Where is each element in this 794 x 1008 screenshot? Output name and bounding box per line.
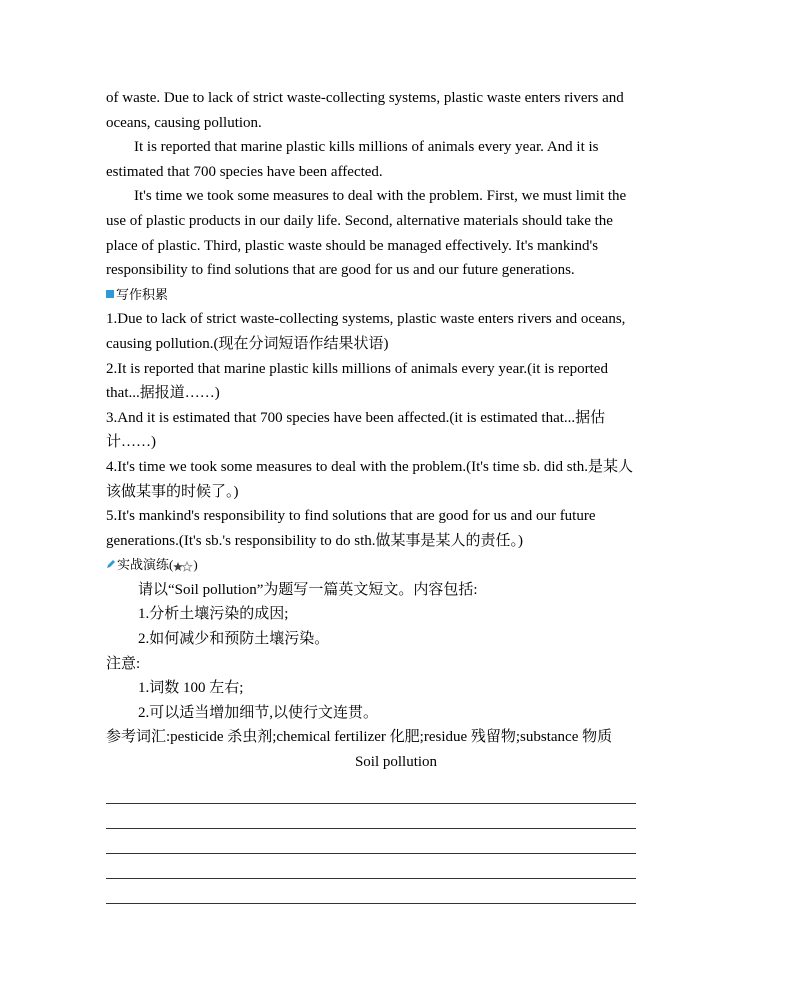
vocab-line: 参考词汇:pesticide 杀虫剂;chemical fertilizer 化肥;residue 残留物;substance 物质: [106, 729, 613, 746]
writing-line[interactable]: [106, 829, 636, 854]
accumulation-line: generations.(It's sb.'s responsibility to do sth.做某事是某人的责任。): [106, 532, 524, 549]
accumulation-line: 2.It is reported that marine plastic kills millions of animals every year.(it is reported: [106, 360, 608, 377]
accumulation-line: causing pollution.(现在分词短语作结果状语): [106, 335, 389, 352]
note-label: 注意:: [106, 655, 141, 672]
accumulation-line: 3.And it is estimated that 700 species have been affected.(it is estimated that...据估: [106, 409, 606, 426]
practice-heading: [106, 553, 686, 578]
accumulation-heading-text: 写作积累: [116, 286, 169, 302]
square-bullet-icon: [106, 290, 114, 298]
accumulation-line: 5.It's mankind's responsibility to find solutions that are good for us and our future: [106, 508, 596, 525]
essay-title: Soil pollution: [354, 754, 438, 771]
accumulation-line: 该做某事的时候了。): [106, 483, 239, 500]
instruction-line: 请以“Soil pollution”为题写一篇英文短文。内容包括:: [138, 581, 478, 598]
pencil-icon: [106, 559, 116, 569]
passage-line: oceans, causing pollution.: [106, 114, 262, 131]
passage-line: responsibility to find solutions that are good for us and our future generations.: [106, 262, 575, 279]
passage-line: of waste. Due to lack of strict waste-collecting systems, plastic waste enters rivers and: [106, 90, 624, 106]
writing-line[interactable]: [106, 804, 636, 829]
passage-line: It's time we took some measures to deal with the problem. First, we must limit the: [134, 188, 627, 205]
writing-line[interactable]: [106, 854, 636, 879]
accumulation-line: that...据报道……): [106, 385, 220, 402]
two-stars-icon: [173, 561, 193, 573]
note-line: 2.可以适当增加细节,以使行文连贯。: [138, 704, 379, 721]
writing-line[interactable]: [106, 879, 636, 904]
accumulation-line: 4.It's time we took some measures to deal with the problem.(It's time sb. did sth.是某人: [106, 458, 633, 475]
practice-heading-text: 实战演练(: [117, 557, 174, 573]
document-page: [106, 86, 686, 775]
accumulation-heading: [106, 283, 686, 308]
note-line: 1.词数 100 左右;: [138, 680, 244, 697]
practice-heading-close: ): [193, 557, 198, 573]
passage-line: use of plastic products in our daily life. Second, alternative materials should take the: [106, 212, 613, 229]
instruction-line: 1.分析土壤污染的成因;: [138, 606, 289, 623]
accumulation-line: 计……): [106, 434, 156, 451]
passage-line: estimated that 700 species have been affected.: [106, 163, 383, 180]
instruction-line: 2.如何减少和预防土壤污染。: [138, 631, 330, 648]
accumulation-line: 1.Due to lack of strict waste-collecting systems, plastic waste enters rivers and oceans,: [106, 311, 626, 328]
passage-line: It is reported that marine plastic kills millions of animals every year. And it is: [134, 139, 599, 156]
passage-line: place of plastic. Third, plastic waste should be managed effectively. It's mankind's: [106, 237, 599, 254]
writing-area[interactable]: [106, 803, 636, 904]
